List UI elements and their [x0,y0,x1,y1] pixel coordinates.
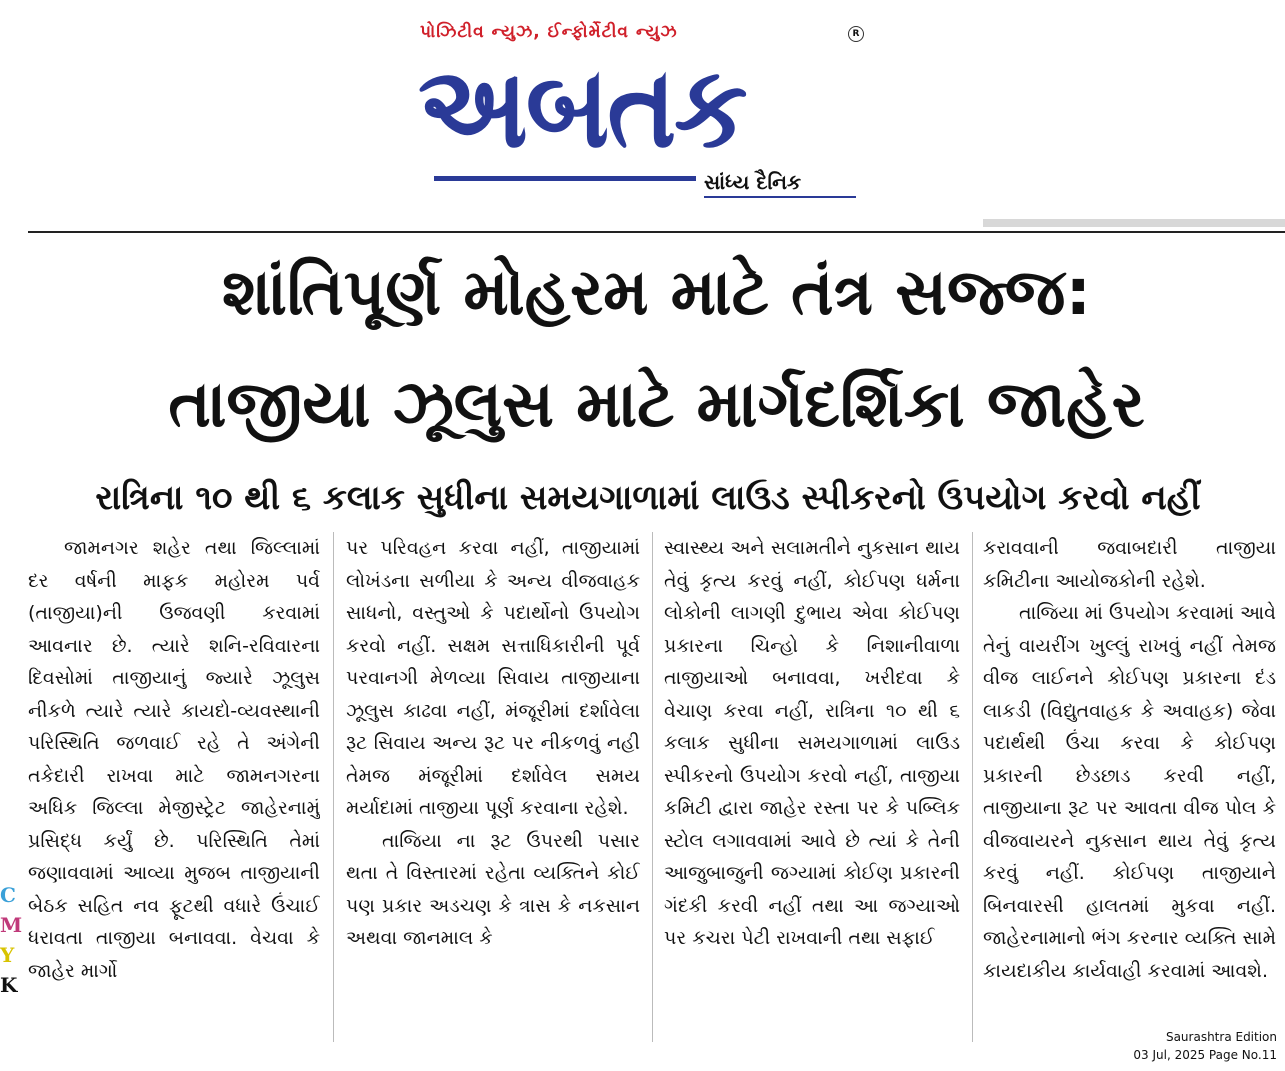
article-column-4 [983,532,1276,1042]
cmyk-mark-c: C [0,883,16,907]
cmyk-mark-m: M [0,913,23,937]
date-page-label: 03 Jul, 2025 Page No.11 [1133,1048,1277,1062]
article-paragraph: પર પરિવહન કરવા નહીં, તાજીયામાં લોખંડના સળીયા કે અન્ય વીજવાહક સાધનો, વસ્તુઓ કે પદાર્થોનો ઉપયોગ કરવો નહીં. સક્ષમ સત્તાધિકારીની પૂર્વ પરવાનગી મેળવ્યા સિવાય તાજીયાના ઝૂલુસ કાઢવા નહીં, મંજૂરીમાં દર્શાવેલા રૂટ સિવાય અન્ય રૂટ પર નીકળવું નહી તેમજ મંજૂરીમાં દર્શાવેલ સમય મર્યાદામાં તાજીયા પૂર્ણ કરવાના રહેશે. [346,537,640,819]
cmyk-mark-y: Y [0,943,15,967]
page-footer [1133,1028,1277,1064]
cmyk-mark-k: K [0,973,18,997]
article-body [28,532,1278,1042]
registered-mark-icon: R [848,26,864,42]
cmyk-registration-marks [0,880,23,1000]
article-column-3 [664,532,960,1042]
column-divider [333,532,334,1042]
header-divider [28,231,1285,233]
article-paragraph: સ્વાસ્થ્ય અને સલામતીને નુકસાન થાય તેવું કૃત્ય કરવું નહીં, કોઈપણ ધર્મના લોકોની લાગણી દુભાય એવા કોઈપણ પ્રકારના ચિન્હો કે નિશાનીવાળા તાજીયાઓ બનાવવા, ખરીદવા કે વેચાણ કરવા નહીં, રાત્રિના ૧૦ થી ૬ કલાક સુધીના સમયગાળામાં લાઉડ સ્પીકરનો ઉપયોગ કરવો નહીં, તાજીયા કમિટી દ્વારા જાહેર રસ્તા પર કે પબ્લિક સ્ટોલ લગાવવામાં આવે છે ત્યાં કે તેની આજુબાજુની જગ્યામાં કોઈણ પ્રકારની ગંદકી કરવી નહીં તથા આ જગ્યાઓ પર કચરા પેટી રાખવાની તથા સફાઈ [664,537,960,949]
article-paragraph: તાજિયા ના રૂટ ઉપરથી પસાર થતા તે વિસ્તારમાં રહેતા વ્યક્તિને કોઈ પણ પ્રકાર અડચણ કે ત્રાસ કે નકસાન અથવા જાનમાલ કે [346,829,640,949]
masthead [0,0,1285,230]
article-paragraph: કરાવવાની જવાબદારી તાજીયા કમિટીના આયોજકોની રહેશે. [983,537,1276,592]
column-divider [972,532,973,1042]
article-column-2 [346,532,640,1042]
headline-line-1: શાંતિપૂર્ણ મોહરમ માટે તંત્ર સજ્જ: [221,256,1092,330]
article-paragraph: જામનગર શહેર તથા જિલ્લામાં દર વર્ષની માફક મહોરમ પર્વ (તાજીયા)ની ઉજવણી કરવામાં આવનાર છે. ત્યારે શનિ-રવિવારના દિવસોમાં તાજીયાનું જ્યારે ઝૂલુસ નીકળે ત્યારે ત્યારે કાયદો-વ્યવસ્થાની પરિસ્થિતિ જળવાઈ રહે તે અંગેની તકેદારી રાખવા માટે જામનગરના અધિક જિલ્લા મેજીસ્ટ્રેટ જાહેરનામું પ્રસિદ્ધ કર્યું છે. પરિસ્થિતિ તેમાં જણાવવામાં આવ્યા મુજબ તાજીયાની બેઠક સહિત નવ ફૂટથી વધારે ઉંચાઈ ધરાવતા તાજીયા બનાવવા. વેચવા કે જાહેર માર્ગો [28,537,320,982]
article-paragraph: તાજિયા માં ઉપયોગ કરવામાં આવે તેનું વાયરીંગ ખુલ્લું રાખવું નહીં તેમજ વીજ લાઈનને કોઈપણ પ્રકારના દંડ લાકડી (વિદ્યુતવાહક કે અવાહક) જેવા પદાર્થથી ઉંચા કરવા કે કોઈપણ પ્રકારની છેડછાડ કરવી નહીં, તાજીયાના રૂટ પર આવતા વીજ પોલ કે વીજવાયરને નુકસાન થાય તેવું કૃત્ય કરવું નહીં. કોઈપણ તાજીયાને બિનવારસી હાલતમાં મુકવા નહીં. જાહેરનામાનો ભંગ કરનાર વ્યક્તિ સામે કાયદાકીય કાર્યવાહી કરવામાં આવશે. [983,602,1276,982]
logo-underline [434,176,696,181]
headline-line-2: તાજીયા ઝૂલુસ માટે માર્ગદર્શિકા જાહેર [168,368,1145,442]
sub-headline: રાત્રિના ૧૦ થી ૬ કલાક સુધીના સમયગાળામાં લાઉડ સ્પીકરનો ઉપયોગ કરવો નહીં [95,478,1201,518]
masthead-tagline: પોઝિટીવ ન્યુઝ, ઈન્ફોર્મેટીવ ન્યુઝ [420,22,678,42]
column-divider [652,532,653,1042]
masthead-subtitle: સાંધ્ય દૈનિક [704,170,802,194]
subtitle-underline [704,196,856,198]
header-grey-bar [983,219,1285,227]
edition-label: Saurashtra Edition [1165,1030,1277,1044]
article-column-1 [28,532,320,1042]
newspaper-logo: અબતક [418,41,746,173]
